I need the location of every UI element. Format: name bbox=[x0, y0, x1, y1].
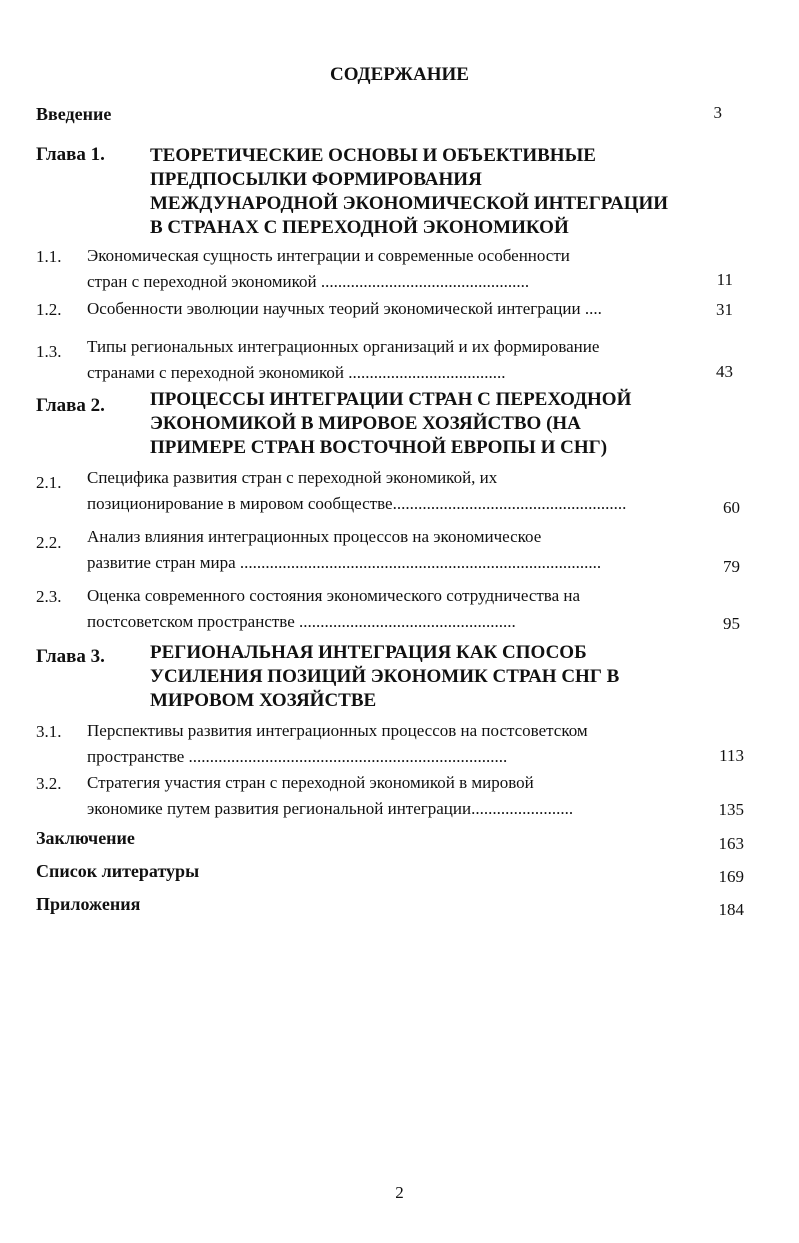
section-line: развитие стран мира ..................................................................................... bbox=[87, 553, 602, 572]
section-3-2-page: 135 bbox=[718, 800, 744, 819]
chapter-1-title-line: ТЕОРЕТИЧЕСКИЕ ОСНОВЫ И ОБЪЕКТИВНЫЕ bbox=[150, 145, 596, 166]
section-2-2-page: 79 bbox=[723, 557, 740, 576]
section-3-2-num: 3.2. bbox=[36, 774, 62, 793]
section-3-2-text bbox=[87, 770, 573, 822]
section-2-2-num: 2.2. bbox=[36, 533, 62, 552]
conclusion-page: 163 bbox=[718, 834, 744, 853]
section-1-1-page: 11 bbox=[716, 270, 733, 289]
references-page: 169 bbox=[718, 867, 744, 886]
section-3-1-num: 3.1. bbox=[36, 722, 62, 741]
section-2-1-text bbox=[87, 465, 626, 517]
section-line: постсоветском пространстве ................................................... bbox=[87, 612, 516, 631]
section-1-3-num: 1.3. bbox=[36, 342, 62, 361]
chapter-3-title bbox=[150, 641, 619, 713]
conclusion-label: Заключение bbox=[36, 828, 135, 848]
chapter-2-title-line: ЭКОНОМИКОЙ В МИРОВОЕ ХОЗЯЙСТВО (НА bbox=[150, 413, 581, 434]
page-number: 2 bbox=[395, 1183, 404, 1202]
section-line: Экономическая сущность интеграции и современные особенности bbox=[87, 246, 570, 265]
section-3-1-text bbox=[87, 718, 588, 770]
section-2-1-page: 60 bbox=[723, 498, 740, 517]
chapter-1-title-line: В СТРАНАХ С ПЕРЕХОДНОЙ ЭКОНОМИКОЙ bbox=[150, 217, 569, 238]
chapter-3-title-line: МИРОВОМ ХОЗЯЙСТВЕ bbox=[150, 690, 377, 711]
section-2-3-page: 95 bbox=[723, 614, 740, 633]
section-line: странами с переходной экономикой ..................................... bbox=[87, 363, 506, 382]
chapter-3-label: Глава 3. bbox=[36, 646, 105, 667]
section-line: экономике путем развития региональной интеграции........................ bbox=[87, 799, 574, 818]
chapter-2-title-line: ПРОЦЕССЫ ИНТЕГРАЦИИ СТРАН С ПЕРЕХОДНОЙ bbox=[150, 389, 632, 410]
section-line: Перспективы развития интеграционных процессов на постсоветском bbox=[87, 721, 588, 740]
section-2-2-text bbox=[87, 524, 601, 576]
section-2-3-text bbox=[87, 583, 580, 635]
chapter-3-title-line: РЕГИОНАЛЬНАЯ ИНТЕГРАЦИЯ КАК СПОСОБ bbox=[150, 642, 587, 663]
section-1-2-text bbox=[87, 296, 602, 322]
section-2-1-num: 2.1. bbox=[36, 473, 62, 492]
chapter-1-title bbox=[150, 144, 668, 240]
appendices-label: Приложения bbox=[36, 894, 141, 914]
section-line: Специфика развития стран с переходной экономикой, их bbox=[87, 468, 498, 487]
appendices-page: 184 bbox=[718, 900, 744, 919]
section-1-1-text bbox=[87, 243, 570, 295]
chapter-2-title-line: ПРИМЕРЕ СТРАН ВОСТОЧНОЙ ЕВРОПЫ И СНГ) bbox=[150, 437, 608, 458]
chapter-2-label: Глава 2. bbox=[36, 395, 105, 416]
chapter-3-title-line: УСИЛЕНИЯ ПОЗИЦИЙ ЭКОНОМИК СТРАН СНГ В bbox=[150, 666, 620, 687]
intro-page: 3 bbox=[713, 103, 722, 122]
section-line: позиционирование в мировом сообществе....................................................... bbox=[87, 494, 627, 513]
section-3-1-page: 113 bbox=[719, 746, 744, 765]
section-line: Анализ влияния интеграционных процессов на экономическое bbox=[87, 527, 542, 546]
section-1-3-text bbox=[87, 334, 599, 386]
chapter-1-label: Глава 1. bbox=[36, 144, 105, 165]
section-1-1-num: 1.1. bbox=[36, 247, 62, 266]
section-line: пространстве ........................................................................... bbox=[87, 747, 508, 766]
intro-label: Введение bbox=[36, 104, 112, 124]
chapter-1-title-line: ПРЕДПОСЫЛКИ ФОРМИРОВАНИЯ bbox=[150, 169, 482, 190]
page-title: СОДЕРЖАНИЕ bbox=[330, 64, 469, 85]
section-1-3-page: 43 bbox=[716, 362, 733, 381]
section-line: Стратегия участия стран с переходной экономикой в мировой bbox=[87, 773, 534, 792]
section-1-2-page: 31 bbox=[716, 300, 733, 319]
section-2-3-num: 2.3. bbox=[36, 587, 62, 606]
section-line: Особенности эволюции научных теорий экономической интеграции .... bbox=[87, 299, 602, 318]
chapter-1-title-line: МЕЖДУНАРОДНОЙ ЭКОНОМИЧЕСКОЙ ИНТЕГРАЦИИ bbox=[150, 193, 669, 214]
section-line: стран с переходной экономикой ................................................. bbox=[87, 272, 530, 291]
references-label: Список литературы bbox=[36, 861, 200, 881]
chapter-2-title bbox=[150, 388, 631, 460]
section-1-2-num: 1.2. bbox=[36, 300, 62, 319]
section-line: Оценка современного состояния экономического сотрудничества на bbox=[87, 586, 581, 605]
section-line: Типы региональных интеграционных организаций и их формирование bbox=[87, 337, 600, 356]
